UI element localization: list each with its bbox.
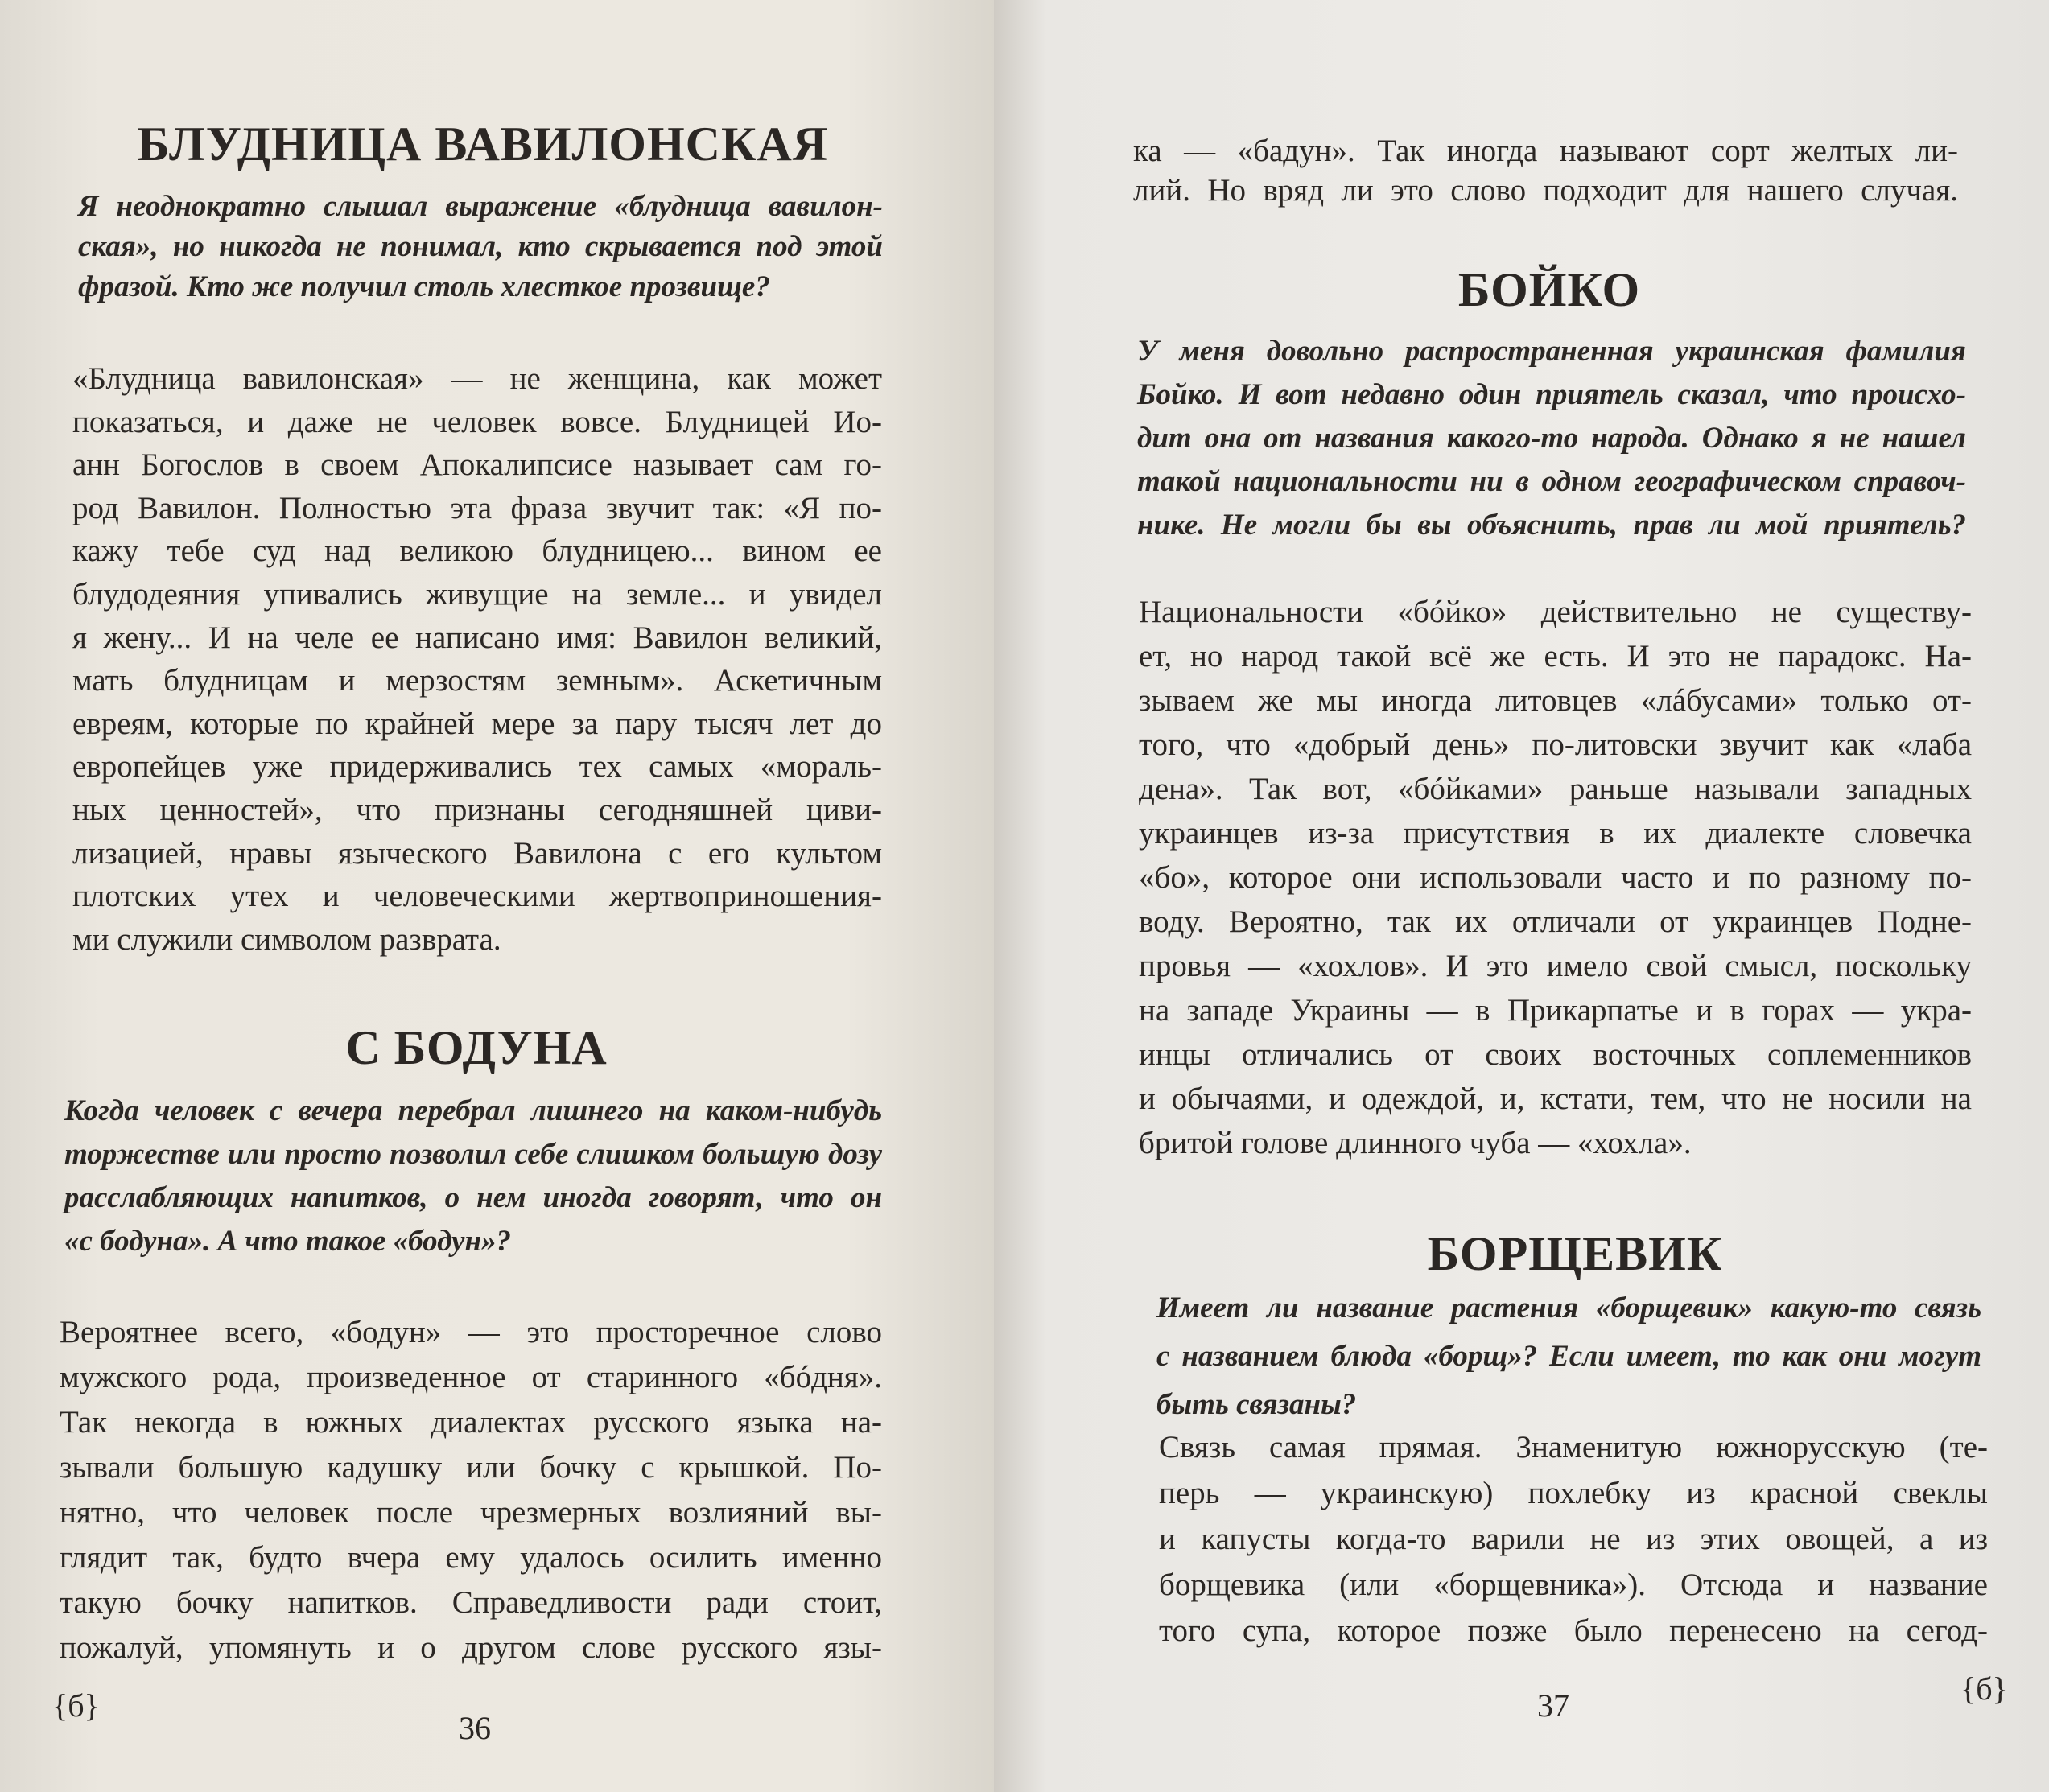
text-line: ных ценностей», что признаны сегодняшней циви- [72,792,882,827]
article-title: БЛУДНИЦА ВАВИЛОНСКАЯ [137,117,829,171]
text-line: пожалуй, упомянуть и о другом слове русского язы- [60,1630,882,1665]
text-line: зывали большую кадушку или бочку с крышкой. По- [60,1450,882,1485]
text-line: плотских утех и человеческими жертвоприношения- [72,879,882,914]
text-line: Вероятнее всего, «бодун» — это просторечное слово [60,1315,882,1349]
page-number: 36 [459,1710,491,1746]
text-line: провья — «хохлов». И это имело свой смысл, поскольку [1139,949,1972,983]
text-line: воду. Вероятно, так их отличали от украинцев Подне- [1139,904,1972,939]
text-line: Так некогда в южных диалектах русского языка на- [60,1405,882,1440]
continued-text [1133,131,1958,210]
article-question [1156,1284,1981,1429]
page-number: 37 [1537,1687,1569,1724]
text-line: Я неоднократно слышал выражение «блудница вавилон- [78,190,883,223]
text-line: того, что «добрый день» по-литовски звучит как «лаба [1139,727,1972,762]
text-line: такой национальности ни в одном географическом справоч- [1137,465,1966,498]
text-line: «бо», которое они использовали часто и по разному по- [1139,860,1972,895]
text-line: того супа, которое позже было перенесено на сегод- [1159,1613,1988,1648]
article-title: С БОДУНА [345,1021,608,1074]
text-line: зываем же мы иногда литовцев «лáбусами» только от- [1139,683,1972,718]
article-answer [1159,1424,1988,1654]
text-line: ми служили символом разврата. [72,921,501,957]
text-line: ка — «бадун». Так иногда называют сорт желтых ли- [1133,134,1958,168]
text-line: и обычаями, и одеждой, и, кстати, тем, что не носили на [1139,1081,1972,1116]
text-line: мужского рода, произведенное от старинного «бóдня». [60,1360,882,1394]
text-line: глядит так, будто вчера ему удалось осилить именно [60,1540,882,1575]
text-line: быть связаны? [1156,1388,1357,1421]
article-answer [60,1310,882,1670]
text-line: борщевика (или «борщевника»). Отсюда и название [1159,1567,1988,1602]
text-line: «Блудница вавилонская» — не женщина, как может [72,361,882,396]
text-line: бритой голове длинного чуба — «хохла». [1139,1126,1692,1160]
article-question [78,187,883,307]
text-line: род Вавилон. Полностью эта фраза звучит так: «Я по- [72,490,882,525]
text-line: нике. Не могли бы вы объяснить, прав ли мой приятель? [1137,509,1966,542]
text-line: на западе Украины — в Прикарпатье и в горах — укра- [1139,993,1972,1028]
text-line: лизацией, нравы языческого Вавилона с его культом [72,835,882,871]
text-line: инцы отличались от своих восточных соплеменников [1139,1037,1972,1072]
text-line: мать блудницам и мерзостям земным». Аскетичным [72,663,882,698]
text-line: кажу тебе суд над великою блудницею... вином ее [72,533,882,569]
text-line: лий. Но вряд ли это слово подходит для нашего случая. [1133,173,1958,208]
text-line: Когда человек с вечера перебрал лишнего на каком-нибудь [64,1094,882,1127]
text-line: и капусты когда-то варили не из этих овощей, а из [1159,1522,1988,1556]
text-line: евреям, которые по крайней мере за пару тысяч лет до [72,706,882,741]
left-page [0,0,994,1792]
text-line: дена». Так вот, «бóйками» раньше называли западных [1139,772,1972,806]
text-line: Национальности «бóйко» действительно не существу- [1139,595,1972,629]
text-line: европейцев уже придерживались тех самых «мораль- [72,749,882,785]
article-question [64,1090,882,1263]
article-answer [72,357,882,961]
text-line: Связь самая прямая. Знаменитую южнорусскую (те- [1159,1430,1988,1464]
article-question [1137,330,1966,547]
text-line: У меня довольно распространенная украинская фамилия [1137,335,1966,368]
text-line: нятно, что человек после чрезмерных возлияний вы- [60,1495,882,1530]
text-line: я жену... И на челе ее написано имя: Вавилон великий, [72,620,882,655]
text-line: анн Богослов в своем Апокалипсисе называет сам го- [72,447,882,483]
text-line: «с бодуна». А что такое «бодун»? [64,1225,511,1258]
text-line: Имеет ли название растения «борщевик» какую-то связь [1156,1291,1981,1324]
text-line: расслабляющих напитков, о нем иногда говорят, что он [64,1181,882,1214]
article-answer [1139,590,1972,1165]
text-line: фразой. Кто же получил столь хлесткое прозвище? [78,270,770,303]
text-line: показаться, и даже не человек вовсе. Блудницей Ио- [72,404,882,439]
text-line: перь — украинскую) похлебку из красной свеклы [1159,1476,1988,1510]
text-line: ет, но народ такой всё же есть. И это не парадокс. На- [1139,639,1972,674]
text-line: такую бочку напитков. Справедливости ради стоит, [60,1585,882,1620]
article-title: БОЙКО [1457,263,1641,316]
article-title: БОРЩЕВИК [1427,1227,1723,1280]
text-line: блудодеяния упивались живущие на земле... и увидел [72,576,882,612]
section-mark: {б} [1960,1670,2008,1707]
text-line: торжестве или просто позволил себе слишком большую дозу [64,1138,882,1171]
text-line: украинцев из-за присутствия в их диалекте словечка [1139,816,1972,851]
text-line: Бойко. И вот недавно один приятель сказал, что происхо- [1137,378,1966,411]
text-line: ская», но никогда не понимал, кто скрывается под этой [78,230,883,263]
right-page [994,0,2049,1792]
text-line: дит она от названия какого-то народа. Однако я не нашел [1137,422,1966,455]
section-mark: {б} [52,1687,100,1724]
text-line: с названием блюда «борщ»? Если имеет, то как они могут [1156,1340,1981,1373]
